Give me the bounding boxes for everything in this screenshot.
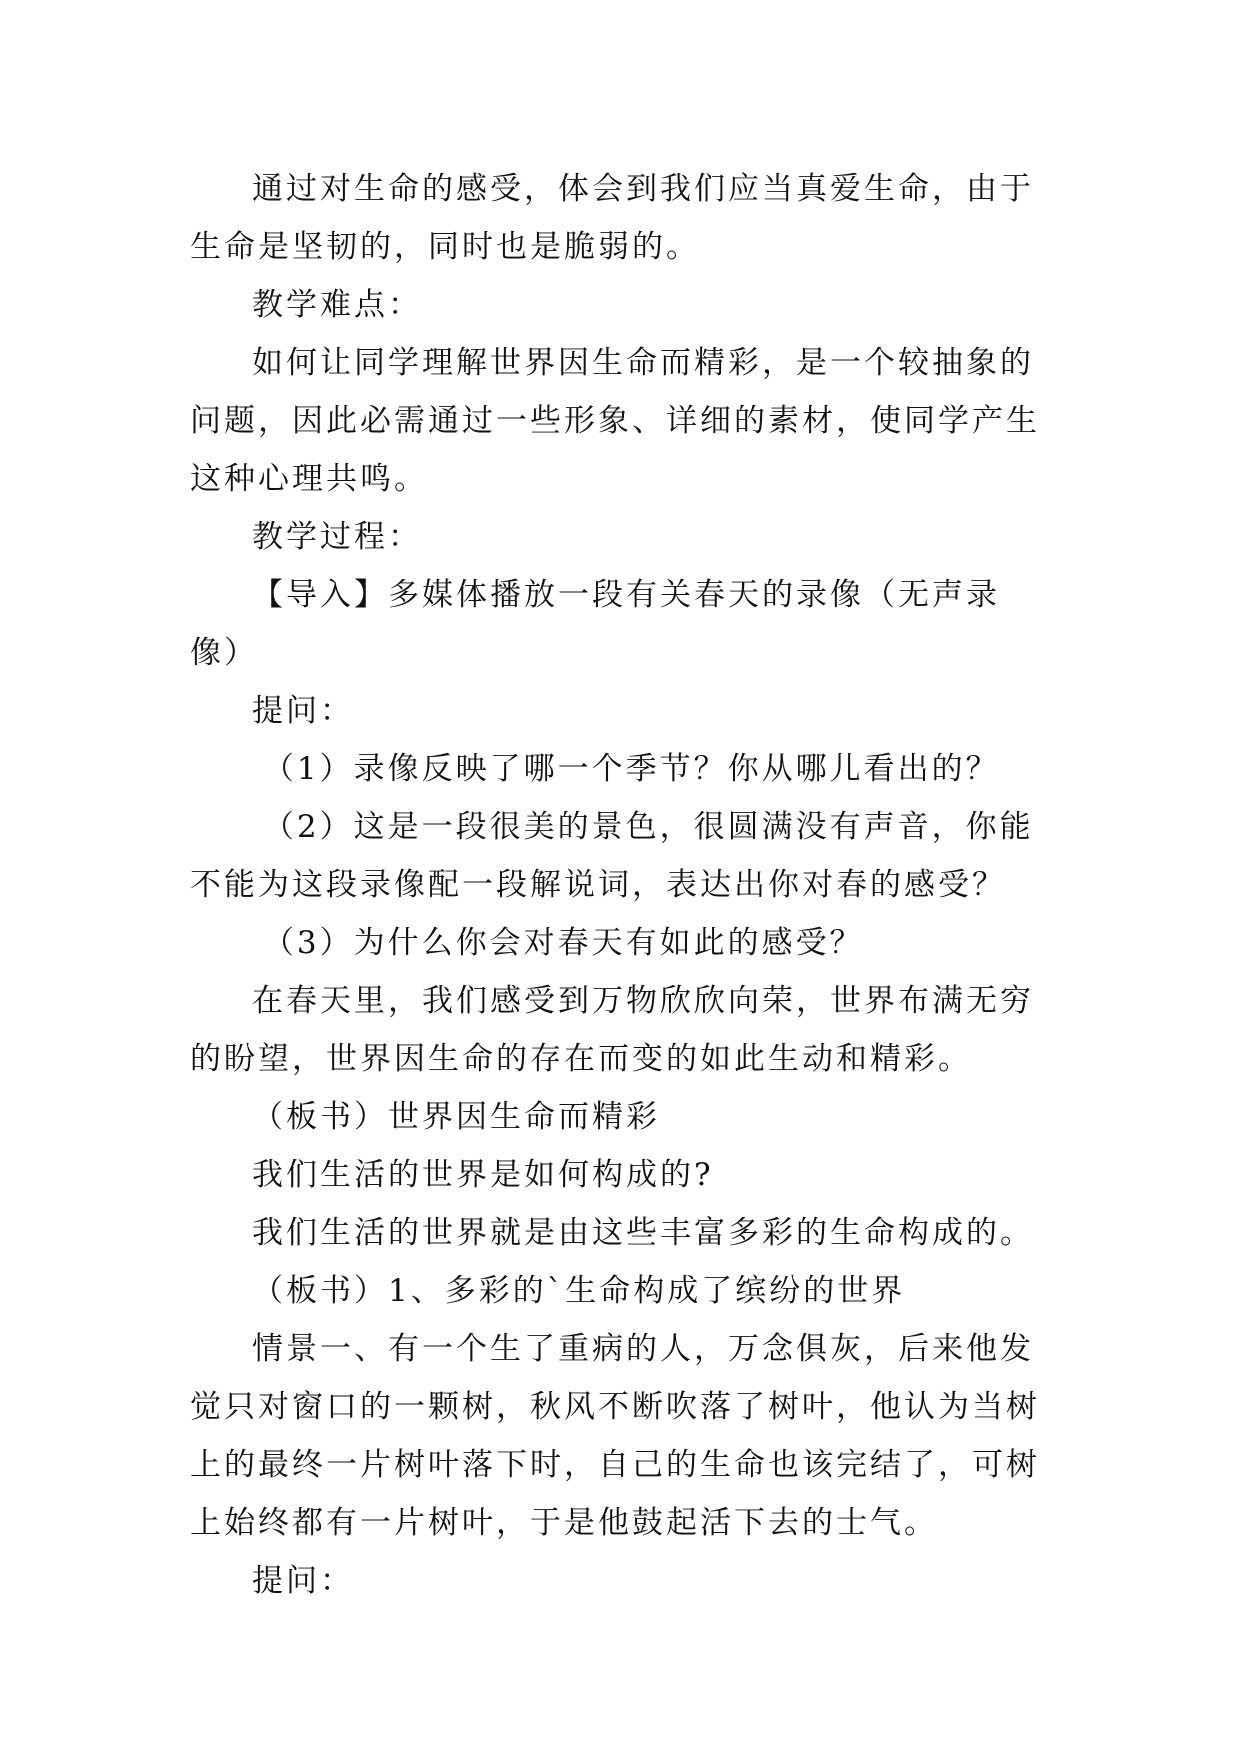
paragraph-spring: 在春天里，我们感受到万物欣欣向荣，世界布满无穷的盼望，世界因生命的存在而变的如此生动和精彩。 [190, 983, 1034, 1077]
paragraph-introduction: 【导入】多媒体播放一段有关春天的录像（无声录像） [190, 577, 1000, 671]
heading-teaching-difficulty: 教学难点： [252, 287, 422, 323]
question-2: （2）这是一段很美的景色，很圆满没有声音，你能不能为这段录像配一段解说词，表达出你对春的感受？ [190, 809, 1034, 903]
board-note-2: （板书）1、多彩的`生命构成了缤纷的世界 [252, 1273, 906, 1309]
paragraph-goal: 通过对生命的感受，体会到我们应当真爱生命，由于生命是坚韧的，同时也是脆弱的。 [190, 171, 1034, 265]
paragraph-question-label: 提问： [252, 693, 354, 729]
question-3: （3）为什么你会对春天有如此的感受？ [262, 925, 864, 961]
paragraph-question-label-final: 提问： [252, 1563, 354, 1599]
paragraph-scenario-one: 情景一、有一个生了重病的人，万念俱灰，后来他发觉只对窗口的一颗树，秋风不断吹落了树叶，他认为当树上的最终一片树叶落下时，自己的生命也该完结了，可树上始终都有一片树叶，于是他鼓起活下去的士气。 [190, 1331, 1040, 1541]
heading-teaching-process: 教学过程： [252, 519, 422, 555]
document-body [190, 160, 1050, 1610]
paragraph-world-question: 我们生活的世界是如何构成的? [252, 1157, 714, 1193]
paragraph-difficulty: 如何让同学理解世界因生命而精彩，是一个较抽象的问题，因此必需通过一些形象、详细的素材，使同学产生这种心理共鸣。 [190, 345, 1040, 497]
paragraph-world-answer: 我们生活的世界就是由这些丰富多彩的生命构成的。 [252, 1215, 1034, 1251]
board-note-1: （板书）世界因生命而精彩 [252, 1099, 660, 1135]
question-1: （1）录像反映了哪一个季节？你从哪儿看出的？ [262, 751, 1000, 787]
